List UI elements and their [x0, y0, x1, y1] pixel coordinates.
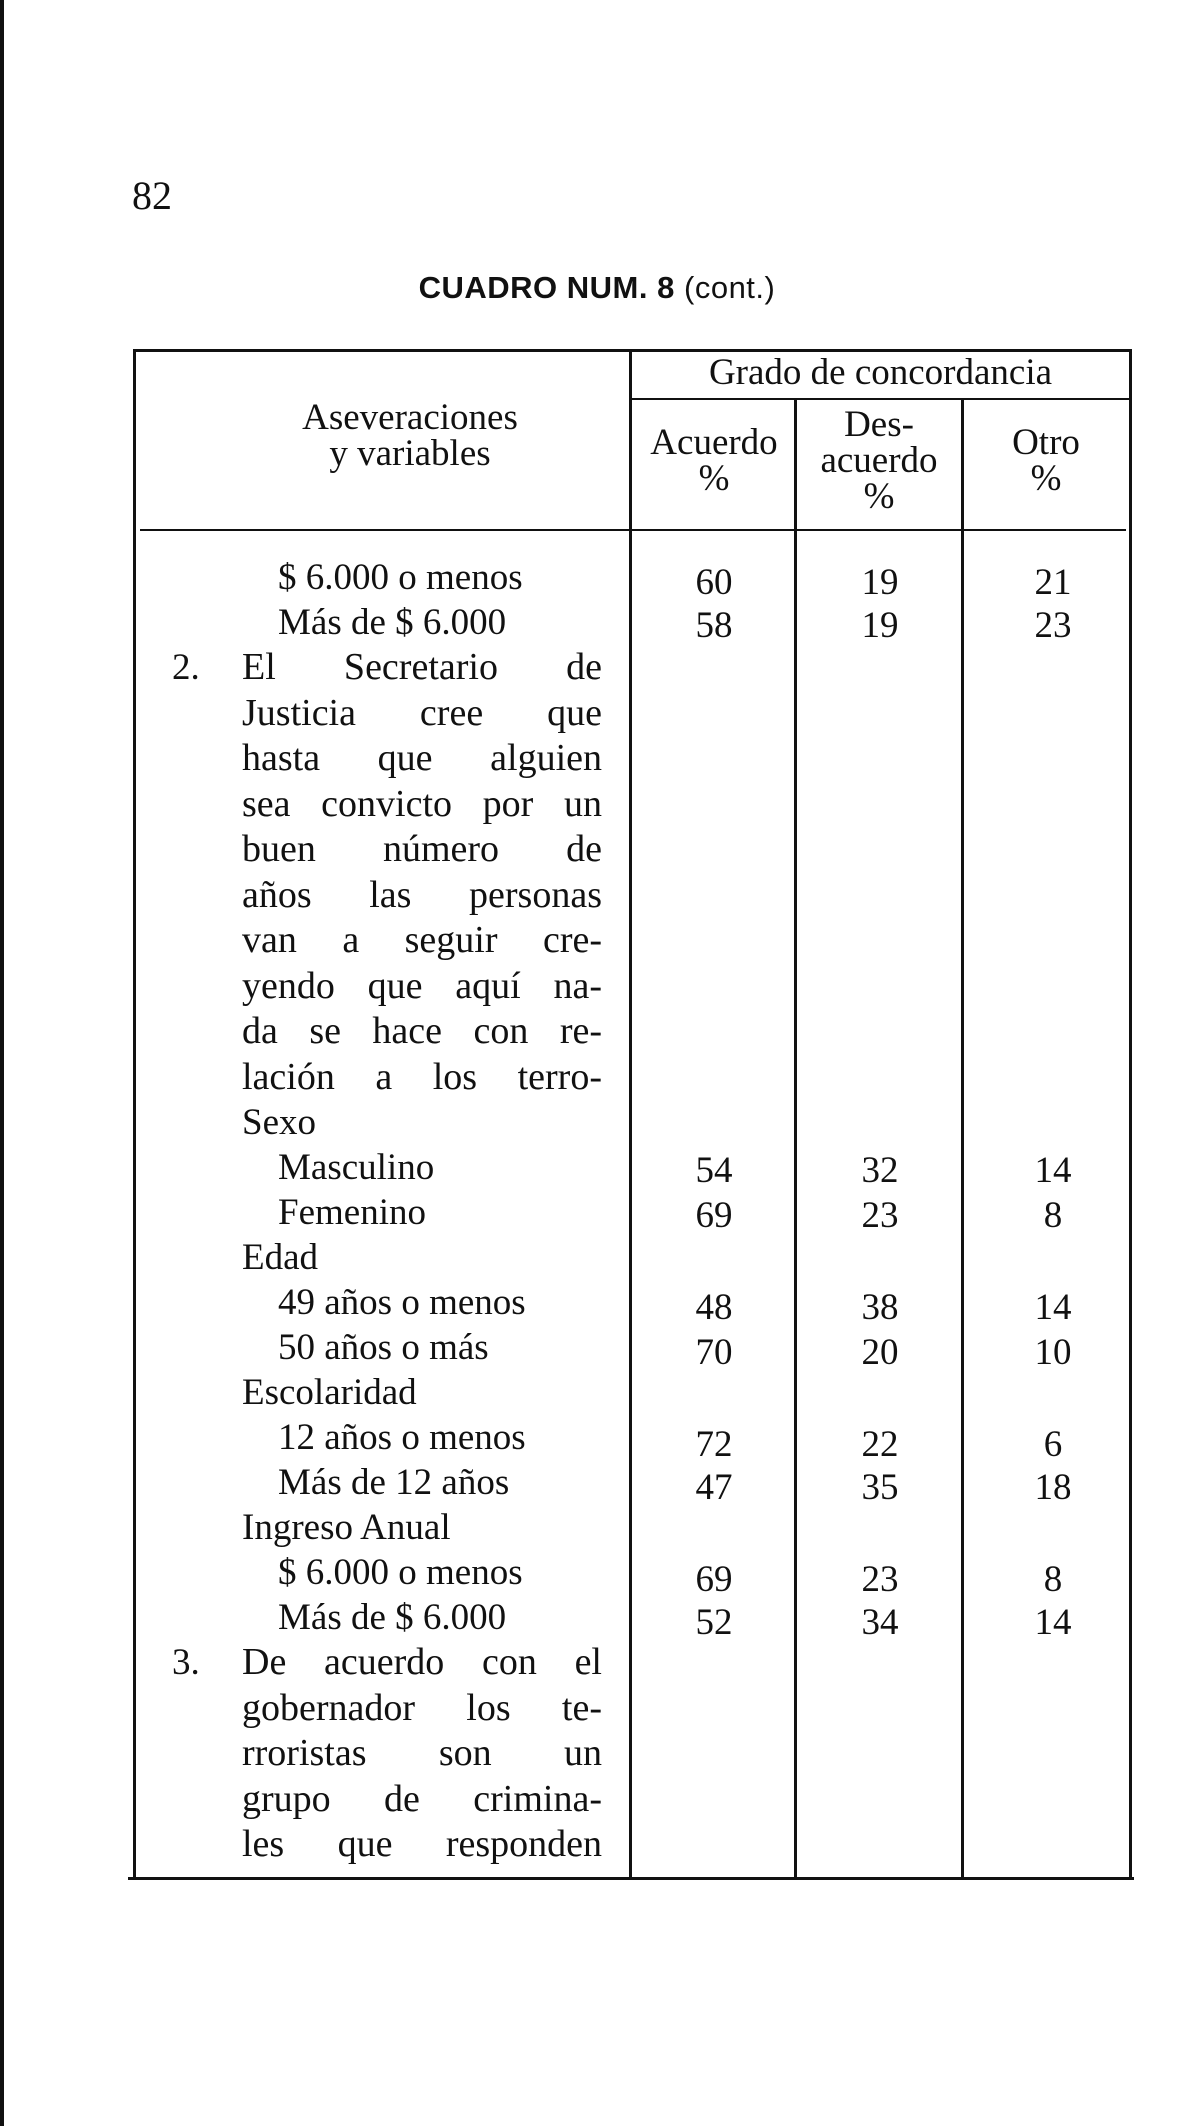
row-label: Más de 12 años	[278, 1462, 510, 1503]
cell-desacuerdo: 38	[861, 1287, 899, 1328]
group-heading-escolaridad: Escolaridad	[242, 1372, 417, 1413]
cell-acuerdo: 47	[695, 1467, 733, 1508]
group-heading-ingreso: Ingreso Anual	[242, 1507, 451, 1548]
cell-desacuerdo: 19	[861, 562, 899, 603]
cell-otro: 21	[1034, 562, 1072, 603]
table-title-number: 8	[657, 270, 675, 305]
cell-otro: 23	[1034, 605, 1072, 646]
cell-acuerdo: 52	[695, 1602, 733, 1643]
cell-desacuerdo: 23	[861, 1559, 899, 1600]
row-label: 12 años o menos	[278, 1417, 526, 1458]
stub-divider	[629, 349, 632, 1877]
stub-header-line2: y variables	[329, 433, 491, 474]
col-divider-2	[961, 400, 964, 1877]
cell-desacuerdo: 32	[861, 1150, 899, 1191]
item2-number: 2.	[172, 647, 200, 688]
cell-acuerdo: 54	[695, 1150, 733, 1191]
group-heading-edad: Edad	[242, 1237, 319, 1278]
cell-otro: 14	[1034, 1287, 1072, 1328]
group-header: Grado de concordancia	[708, 352, 1053, 393]
cell-acuerdo: 58	[695, 605, 733, 646]
header-bottom-rule	[140, 529, 1126, 531]
cell-desacuerdo: 35	[861, 1467, 899, 1508]
cell-otro: 6	[1043, 1424, 1063, 1465]
row-label: 49 años o menos	[278, 1282, 526, 1323]
row-label: $ 6.000 o menos	[278, 1552, 523, 1593]
item3-number: 3.	[172, 1642, 200, 1683]
cell-otro: 14	[1034, 1602, 1072, 1643]
cell-otro: 14	[1034, 1150, 1072, 1191]
cell-desacuerdo: 23	[861, 1195, 899, 1236]
cell-otro: 8	[1043, 1195, 1063, 1236]
cell-desacuerdo: 20	[861, 1332, 899, 1373]
col-header-desacuerdo: Des- acuerdo %	[820, 404, 938, 517]
table-title	[0, 270, 1194, 306]
table-right-border	[1129, 349, 1132, 1877]
row-label: Femenino	[278, 1192, 426, 1233]
row-label: Más de $ 6.000	[278, 1597, 507, 1638]
col-header-otro: Otro %	[1012, 422, 1080, 499]
col-divider-1	[794, 400, 797, 1877]
page-left-edge	[0, 0, 4, 2126]
item2-text: El Secretario de Justicia cree que hasta que alguien sea convicto por un buen número de años las personas van a seguir cre- yendo que aquí na- da se hace con re- lación a los terro-	[242, 646, 602, 1098]
cell-acuerdo: 60	[695, 562, 733, 603]
page-number: 82	[132, 173, 172, 218]
cell-otro: 10	[1034, 1332, 1072, 1373]
item3-text: De acuerdo con el gobernador los te- rroristas son un grupo de crimina- les que responden	[242, 1641, 602, 1865]
cell-otro: 8	[1043, 1559, 1063, 1600]
stub-header-line1: Aseveraciones	[302, 397, 518, 438]
row-label: Masculino	[278, 1147, 435, 1188]
cell-desacuerdo: 34	[861, 1602, 899, 1643]
group-heading-sexo: Sexo	[242, 1102, 316, 1143]
table-bottom-rule	[128, 1877, 1134, 1880]
col-header-acuerdo: Acuerdo %	[650, 422, 778, 499]
row-label: Más de $ 6.000	[278, 602, 507, 643]
group-header-rule	[632, 398, 1129, 400]
stub-header	[250, 397, 570, 474]
row-label: 50 años o más	[278, 1327, 489, 1368]
cell-acuerdo: 69	[695, 1195, 733, 1236]
cell-desacuerdo: 19	[861, 605, 899, 646]
table-left-border	[133, 349, 136, 1877]
row-label: $ 6.000 o menos	[278, 557, 523, 598]
cell-acuerdo: 69	[695, 1559, 733, 1600]
cell-otro: 18	[1034, 1467, 1072, 1508]
table-title-suffix: (cont.)	[684, 270, 776, 305]
cell-acuerdo: 72	[695, 1424, 733, 1465]
table-title-main: CUADRO NUM.	[418, 270, 648, 305]
cell-acuerdo: 70	[695, 1332, 733, 1373]
cell-acuerdo: 48	[695, 1287, 733, 1328]
cell-desacuerdo: 22	[861, 1424, 899, 1465]
